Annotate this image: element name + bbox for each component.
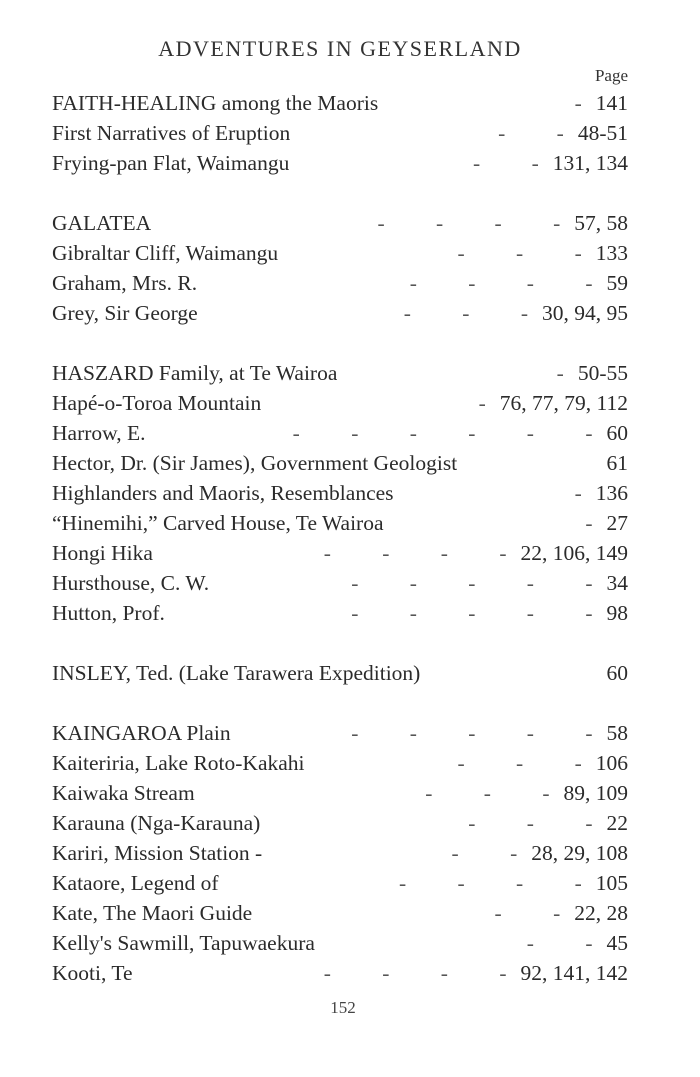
index-entry-leader: -	[585, 511, 593, 535]
index-entry	[52, 808, 628, 838]
index-entry	[52, 718, 628, 748]
index-entry-leader: - -	[526, 931, 593, 955]
index-entry	[52, 778, 628, 808]
index-entry-heading: Kate, The Maori Guide	[52, 901, 253, 925]
index-entry-pages: 133	[595, 241, 628, 265]
index-entry-heading: Kataore, Legend of	[52, 871, 219, 895]
index-entry-pages: 22, 106, 149	[520, 541, 628, 565]
index-entry-heading: Grey, Sir George	[52, 301, 198, 325]
index-entry-pages: 50-55	[577, 361, 628, 385]
index-entry-heading: Hursthouse, C. W.	[52, 571, 210, 595]
index-entry-leader: - - - - -	[351, 601, 593, 625]
index-entry	[52, 538, 628, 568]
index-entry	[52, 148, 628, 178]
index-entry-pages: 98	[606, 601, 628, 625]
index-entry-pages: 27	[606, 511, 628, 535]
index-entry-pages: 106	[595, 751, 628, 775]
index-entry-leader: -	[574, 91, 582, 115]
index-entry-leader: - - -	[468, 811, 593, 835]
index-group	[52, 658, 628, 688]
index-entry-heading: Kaiwaka Stream	[52, 781, 195, 805]
index-entry	[52, 298, 628, 328]
index-entry	[52, 598, 628, 628]
index-entry-pages: 57, 58	[574, 211, 628, 235]
index-entry	[52, 268, 628, 298]
index-entry	[52, 658, 628, 688]
index-entry-heading: Kooti, Te	[52, 961, 133, 985]
index-entry-heading: INSLEY, Ted. (Lake Tarawera Expedition)	[52, 661, 421, 685]
index-entry-pages: 22	[606, 811, 628, 835]
index-entry-leader: - - -	[457, 241, 582, 265]
index-entry-leader: - - -	[403, 301, 528, 325]
index-entry-heading: First Narratives of Eruption	[52, 121, 291, 145]
index-entry-leader: - -	[498, 121, 564, 145]
index-entry-pages: 60	[606, 421, 628, 445]
index-group	[52, 208, 628, 328]
index-entry-pages: 89, 109	[563, 781, 628, 805]
index-entry	[52, 508, 628, 538]
index-entry-pages: 58	[606, 721, 628, 745]
index-entry-pages: 105	[595, 871, 628, 895]
index-entry	[52, 388, 628, 418]
index-entry-leader: -	[556, 361, 564, 385]
index-entry	[52, 118, 628, 148]
index-entry	[52, 958, 628, 988]
index-entry-pages: 59	[606, 271, 628, 295]
index-entry	[52, 208, 628, 238]
index-entry-heading: Kaiteriria, Lake Roto-Kakahi	[52, 751, 305, 775]
index-entry-leader: - -	[451, 841, 518, 865]
index-entry-leader: - - - - -	[351, 721, 593, 745]
index-entry-heading: Frying-pan Flat, Waimangu	[52, 151, 290, 175]
index-entry-leader: - - -	[457, 751, 582, 775]
index-entry-leader: - - - -	[409, 271, 593, 295]
index-entry-leader: -	[574, 481, 582, 505]
index-group	[52, 718, 628, 988]
index-entry	[52, 358, 628, 388]
index-entry-leader: - -	[494, 901, 561, 925]
index-entry-heading: “Hinemihi,” Carved House, Te Wairoa	[52, 511, 384, 535]
index-entry-pages: 22, 28	[574, 901, 628, 925]
index-entry	[52, 568, 628, 598]
index-entry-pages: 60	[606, 661, 628, 685]
page-column-label: Page	[594, 66, 628, 85]
index-entry-leader: - - - -	[323, 541, 507, 565]
index-entry-leader: - -	[473, 151, 539, 175]
index-entry-leader: - - - - -	[351, 571, 593, 595]
index-entry-heading: Hector, Dr. (Sir James), Government Geologist	[52, 451, 458, 475]
index-entry-leader: - - -	[425, 781, 550, 805]
index-entry-pages: 92, 141, 142	[520, 961, 628, 985]
index-entry-leader: -	[478, 391, 486, 415]
index-list	[52, 88, 628, 988]
index-entry	[52, 898, 628, 928]
index-entry-pages: 131, 134	[552, 151, 628, 175]
page-number: 152	[330, 998, 356, 1017]
index-entry-pages: 28, 29, 108	[531, 841, 628, 865]
index-entry-heading: Graham, Mrs. R.	[52, 271, 198, 295]
index-entry-heading: Hutton, Prof.	[52, 601, 165, 625]
index-entry	[52, 88, 628, 118]
index-entry-heading: Hongi Hika	[52, 541, 153, 565]
index-entry	[52, 238, 628, 268]
index-entry-heading: KAINGAROA Plain	[52, 721, 231, 745]
index-entry-pages: 136	[595, 481, 628, 505]
index-group	[52, 358, 628, 628]
index-group	[52, 88, 628, 178]
index-entry-pages: 34	[606, 571, 628, 595]
index-entry-heading: Kelly's Sawmill, Tapuwaekura	[52, 931, 315, 955]
index-entry-heading: Kariri, Mission Station -	[52, 841, 263, 865]
index-entry	[52, 838, 628, 868]
index-entry-heading: Hapé-o-Toroa Mountain	[52, 391, 262, 415]
index-entry-heading: GALATEA	[52, 211, 152, 235]
index-entry-pages: 76, 77, 79, 112	[499, 391, 628, 415]
index-entry-leader: - - - -	[323, 961, 507, 985]
index-entry	[52, 748, 628, 778]
index-entry-pages: 61	[606, 451, 628, 475]
index-entry-leader: - - - -	[398, 871, 582, 895]
index-entry	[52, 928, 628, 958]
index-entry-heading: Karauna (Nga-Karauna)	[52, 811, 261, 835]
index-entry	[52, 478, 628, 508]
index-entry-heading: FAITH-HEALING among the Maoris	[52, 91, 379, 115]
index-entry	[52, 868, 628, 898]
index-entry-pages: 48-51	[577, 121, 628, 145]
index-entry-leader: - - - - - -	[292, 421, 593, 445]
index-entry-leader: - - - -	[377, 211, 561, 235]
index-entry-heading: Gibraltar Cliff, Waimangu	[52, 241, 279, 265]
index-entry-heading: HASZARD Family, at Te Wairoa	[52, 361, 338, 385]
index-entry	[52, 448, 628, 478]
index-entry-pages: 30, 94, 95	[542, 301, 628, 325]
index-entry-heading: Highlanders and Maoris, Resemblances	[52, 481, 394, 505]
index-entry-pages: 141	[595, 91, 628, 115]
running-head: ADVENTURES IN GEYSERLAND	[158, 36, 522, 61]
index-entry-pages: 45	[606, 931, 628, 955]
index-entry	[52, 418, 628, 448]
index-entry-heading: Harrow, E.	[52, 421, 146, 445]
